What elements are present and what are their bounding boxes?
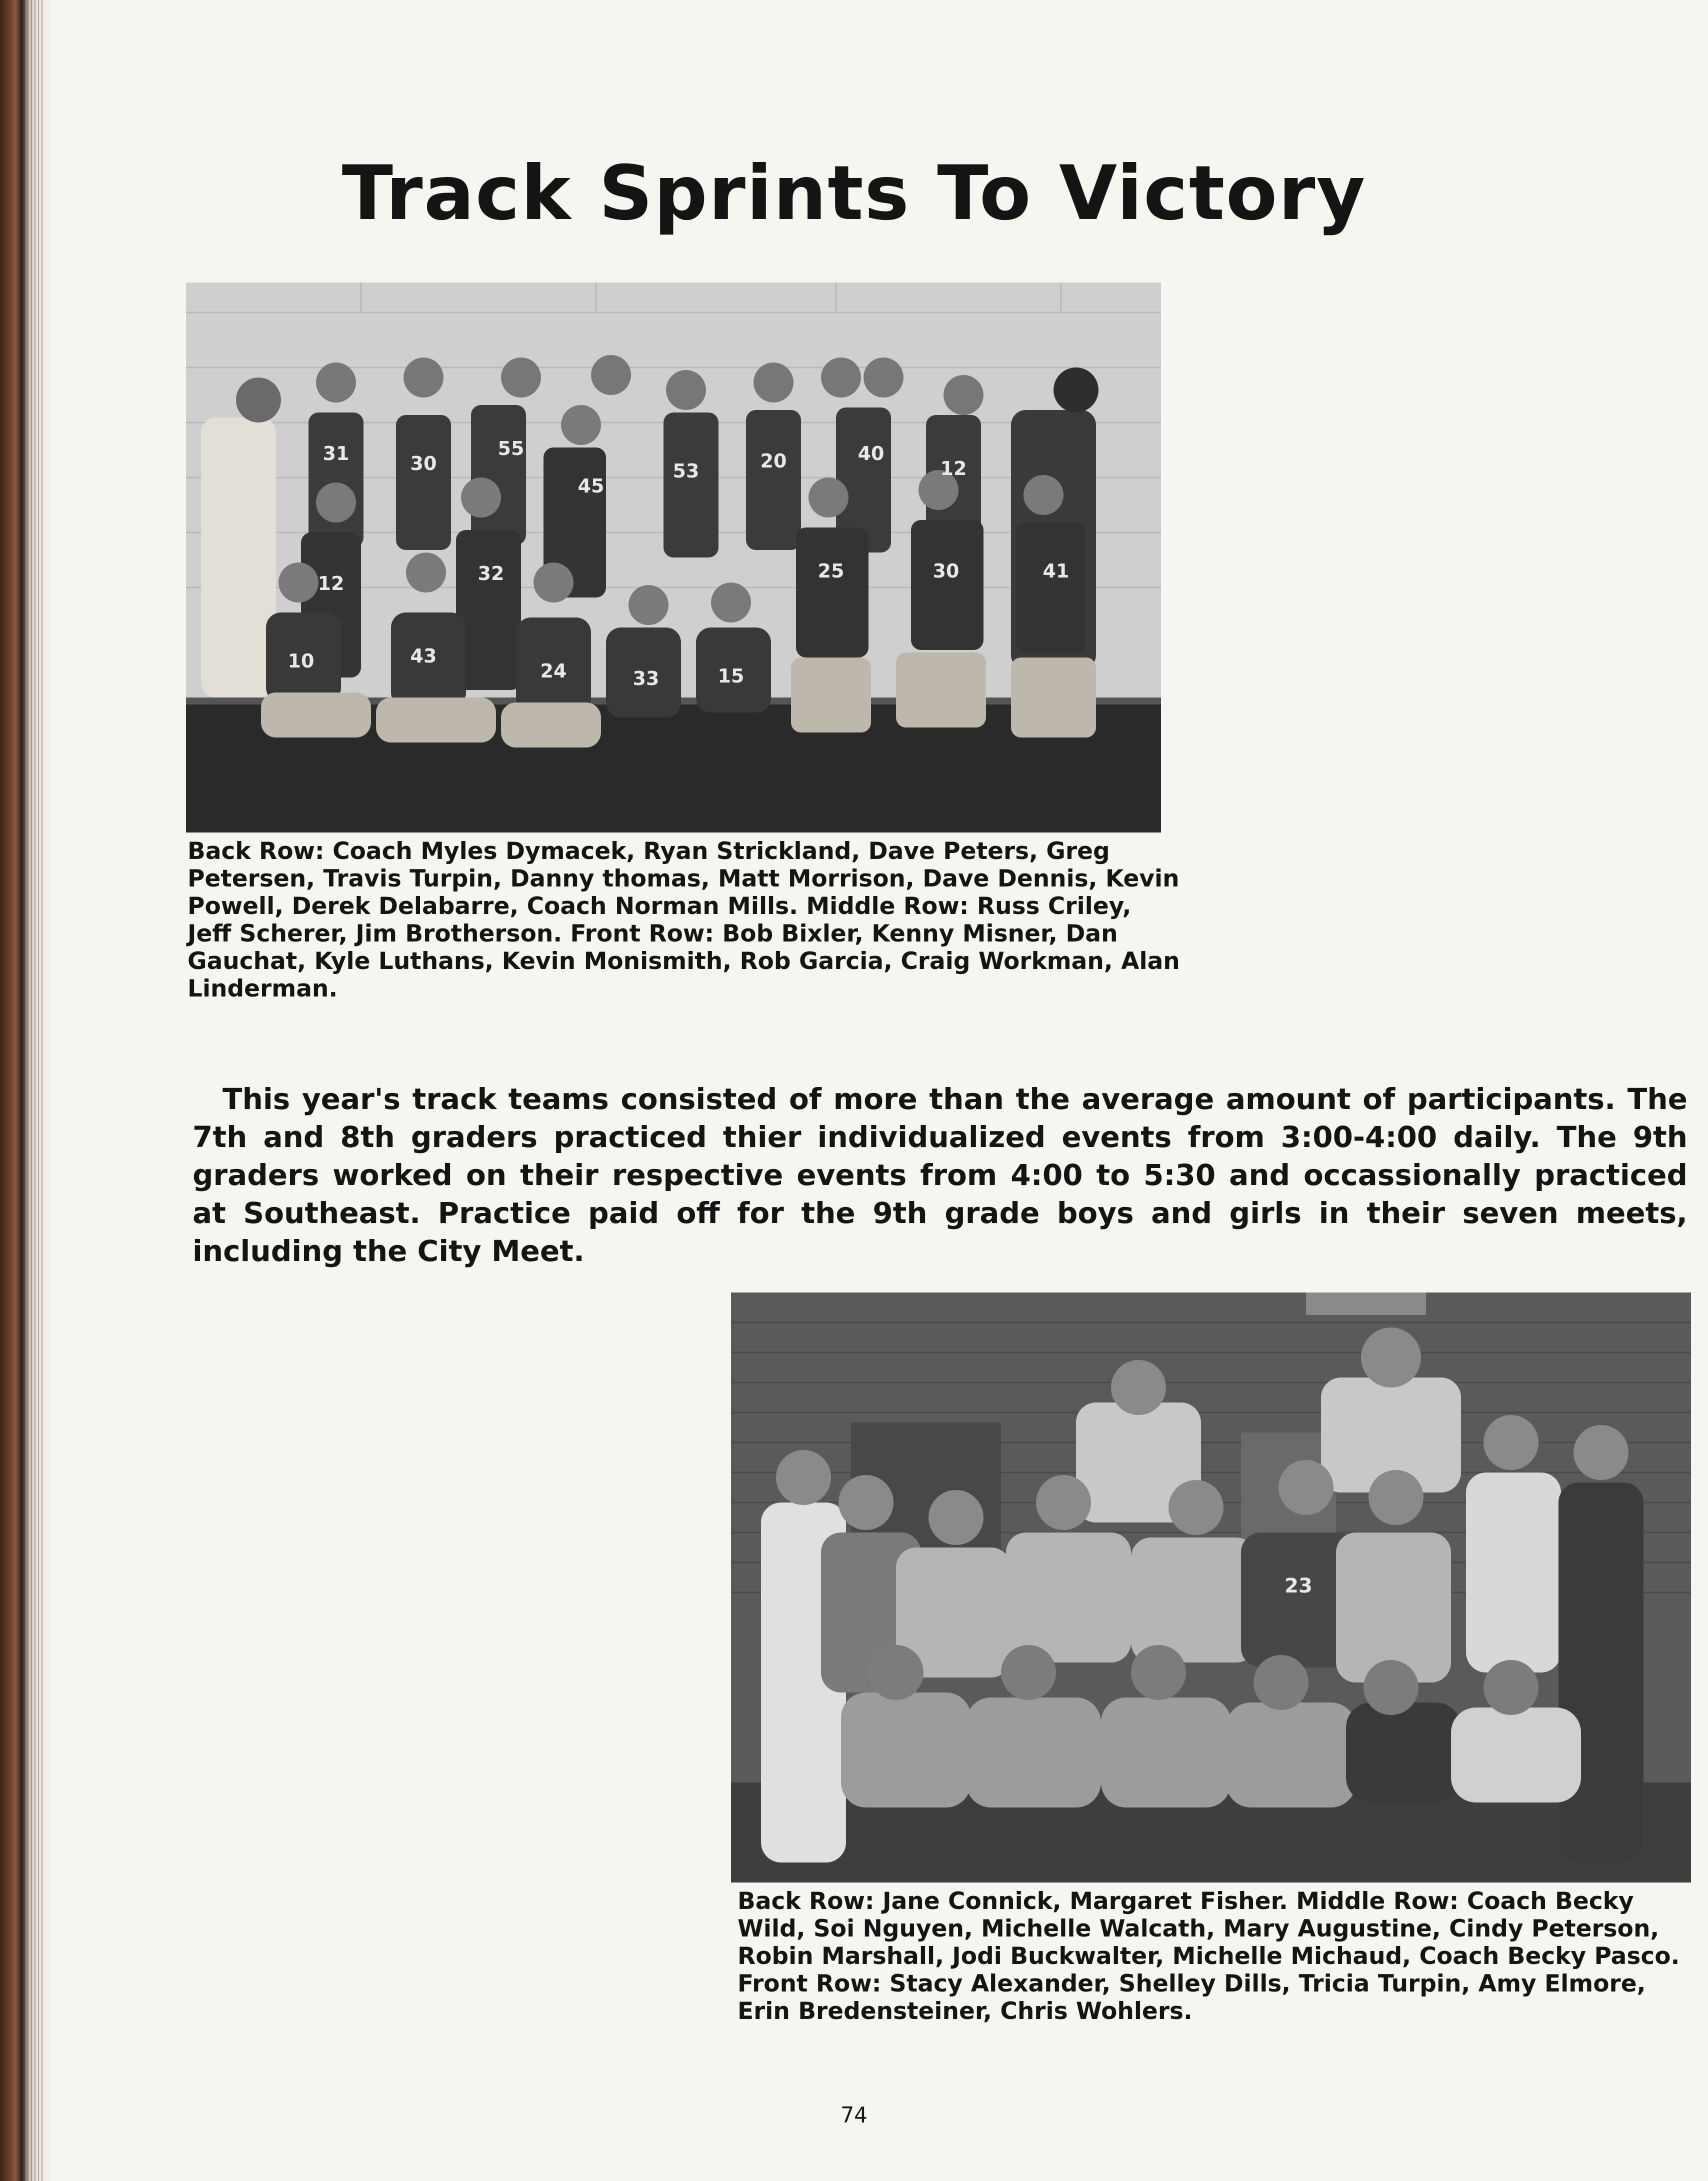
jersey-number: 31 — [322, 442, 350, 464]
jersey-number: 32 — [478, 562, 504, 584]
article-body: This year's track teams consisted of more than the average amount of participants. The 7th and 8th graders practiced thier individualized events from 3:00-4:00 daily. The 9th graders worked on their respective events from 4:00 to 5:30 and occassionally practiced at Southeast. Practice paid off for the 9th grade boys and girls in their seven meets, including the City Meet. — [192, 1082, 1688, 1268]
boys-photo-caption: Back Row: Coach Myles Dymacek, Ryan Strickland, Dave Peters, Greg Petersen, Travis Turpin, Danny thomas, Matt Morrison, Dave Dennis, Kevin Powell, Derek Delabarre, Coach Norman Mills. Middle Row: Russ Criley, Jeff Scherer, Jim Brotherson. Front Row: Bob Bixler, Kenny Misner, Dan Gauchat, Kyle Luthans, Kevin Monismith, Rob Garcia, Craig Workman, Alan Linderman. — [188, 838, 1180, 1002]
jersey-number: 30 — [932, 560, 960, 582]
page-title: Track Sprints To Victory — [342, 150, 1366, 237]
jersey-number: 25 — [818, 560, 844, 582]
jersey-number: 30 — [410, 452, 437, 474]
page-edges — [24, 0, 44, 2181]
page-number: 74 — [840, 2102, 868, 2128]
jersey-number: 43 — [410, 645, 437, 667]
girls-photo-caption: Back Row: Jane Connick, Margaret Fisher. Middle Row: Coach Becky Wild, Soi Nguyen, Michelle Walcath, Mary Augustine, Cindy Peterson, Robin Marshall, Jodi Buckwalter, Michelle Michaud, Coach Becky Pasco. Front Row: Stacy Alexander, Shelley Dills, Tricia Turpin, Amy Elmore, Erin Bredensteiner, Chris Wohlers. — [738, 1888, 1680, 2025]
girls-team-photo — [731, 1292, 1691, 1882]
jersey-number: 12 — [318, 572, 344, 594]
jersey-number: 33 — [632, 668, 660, 690]
jersey-number: 12 — [940, 458, 967, 480]
jersey-number: 55 — [498, 438, 524, 460]
jersey-number: 45 — [578, 475, 604, 497]
jersey-number: 15 — [718, 665, 744, 687]
jersey-number: 10 — [288, 650, 314, 672]
jersey-number: 23 — [1284, 1574, 1312, 1598]
jersey-number: 40 — [858, 442, 884, 464]
jersey-number: 24 — [540, 660, 567, 682]
jersey-number: 20 — [760, 450, 787, 472]
jersey-number: 53 — [672, 460, 700, 482]
boys-team-photo — [186, 282, 1161, 832]
jersey-number: 41 — [1042, 560, 1070, 582]
